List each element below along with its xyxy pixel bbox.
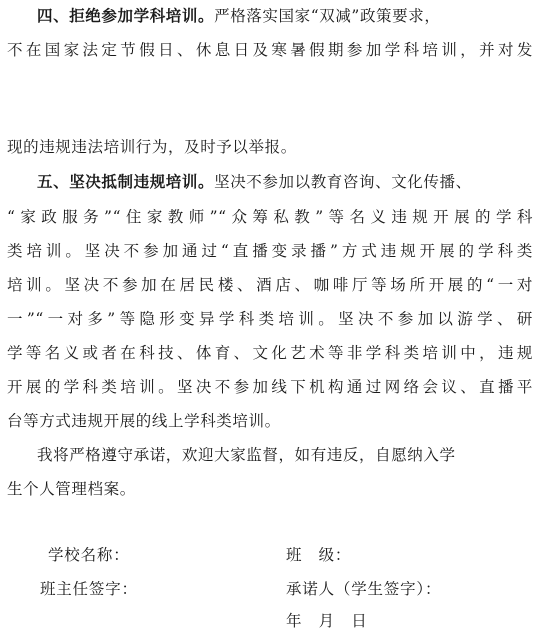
class-label: 班 级： (286, 546, 352, 564)
teacher-sign-label: 班主任签字： (40, 580, 138, 598)
section4-line2: 不在国家法定节假日、休息日及寒暑假期参加学科培训，并对发 (7, 41, 533, 59)
section5-line1-text: 坚决不参加以教育咨询、文化传播、 (214, 173, 472, 191)
pledge-line2: 生个人管理档案。 (7, 480, 136, 498)
section5-line: 学等名义或者在科技、体育、文化艺术等非学科类培训中，违规 (7, 344, 533, 362)
section5-line: 开展的学科类培训。坚决不参加线下机构通过网络会议、直播平 (7, 378, 533, 396)
section4-heading: 四、拒绝参加学科培训。 (37, 7, 215, 25)
date-label: 年 月 日 (286, 612, 368, 630)
section4-line3: 现的违规违法培训行为，及时予以举报。 (7, 138, 297, 156)
section5-line1 (37, 172, 533, 192)
section4-line1-text: 严格落实国家“双减”政策要求， (214, 7, 441, 25)
section5-heading: 五、坚决抵制违规培训。 (37, 173, 215, 191)
pledge-line1: 我将严格遵守承诺，欢迎大家监督，如有违反，自愿纳入学 (37, 446, 456, 464)
school-name-label: 学校名称： (48, 546, 130, 564)
section5-line: 台等方式违规开展的线上学科类培训。 (7, 412, 281, 430)
section5-line: “家政服务”“住家教师”“众筹私教”等名义违规开展的学科 (7, 208, 533, 226)
pledger-sign-label: 承诺人（学生签字）： (286, 580, 442, 598)
section5-line: 培训。坚决不参加在居民楼、酒店、咖啡厅等场所开展的“一对 (7, 276, 533, 294)
section5-line: 一”“一对多”等隐形变异学科类培训。坚决不参加以游学、研 (7, 310, 533, 328)
section5-line: 类培训。坚决不参加通过“直播变录播”方式违规开展的学科类 (7, 242, 533, 260)
section4-line1 (37, 6, 533, 26)
